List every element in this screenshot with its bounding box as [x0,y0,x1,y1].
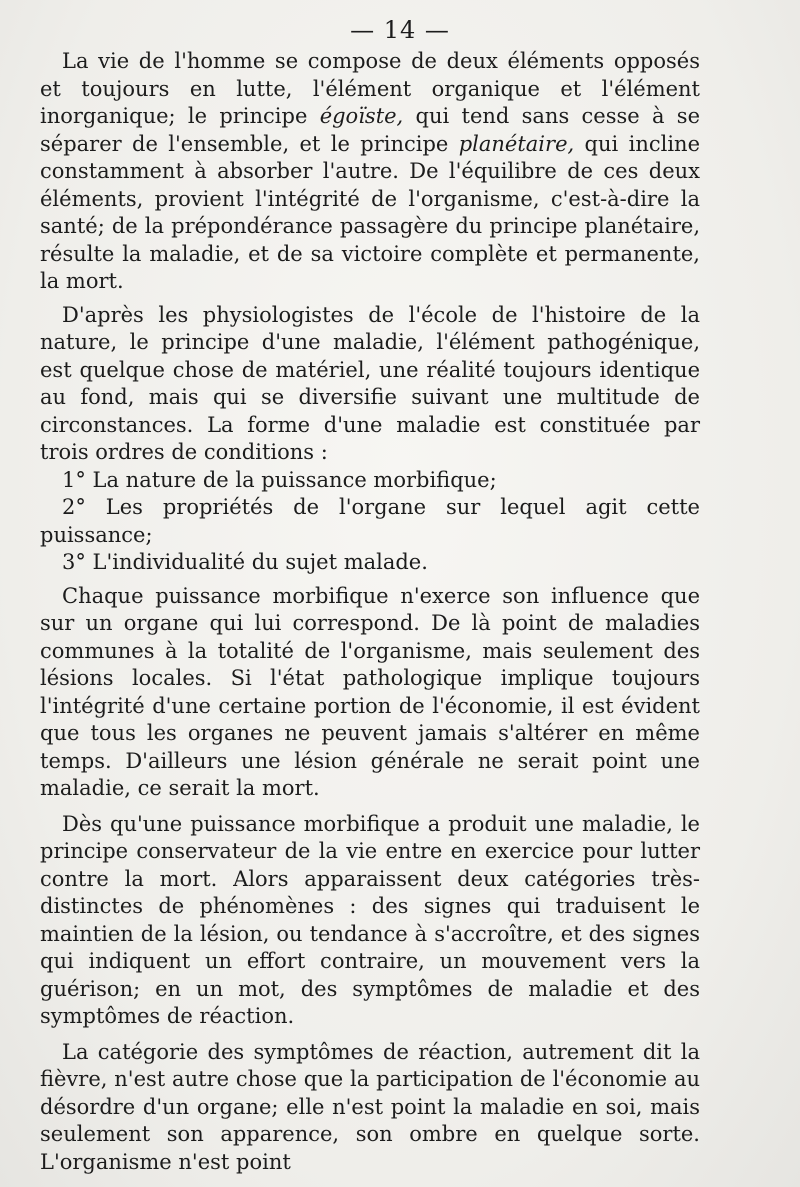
paragraph-1-text-start: La vie de l'homme se compose de deux éléments opposés et toujours en lutte, l'élément organique et l'élément inorganique; le principe [40,49,700,128]
body-text [40,48,700,1176]
list-item-2: 2° Les propriétés de l'organe sur lequel agit cette puissance; [40,495,700,547]
paragraph-vie-de-lhomme [40,48,700,296]
paragraph-1-text-middle: qui tend sans cesse à se séparer de l'ensemble, et le principe [40,104,700,156]
list-item-1: 1° La nature de la puissance morbifique; [62,467,497,492]
list-item-3: 3° L'individualité du sujet malade. [62,550,428,574]
page-number: — 14 — [350,16,450,44]
term-egoiste: égoïste, [319,104,404,128]
paragraph-puissance-morbifique: Chaque puissance morbifique n'exerce son influence que sur un organe qui lui correspond. De là point de maladies communes à la totalité de l'organisme, mais seulement des lésions locales. Si l'état pathologique implique toujours l'intégrité d'une certaine portion de l'économie, il est évident que tous les organes ne peuvent jamais s'altérer en même temps. D'ailleurs une lésion générale ne serait point une maladie, ce serait la mort. [40,583,700,800]
paragraph-symptomes-reaction: La catégorie des symptômes de réaction, autrement dit la fièvre, n'est autre chose que la participation de l'économie au désordre d'un organe; elle n'est point la maladie en soi, mais seulement son apparence, son ombre en quelque sorte. L'organisme n'est point [40,1039,700,1174]
paragraph-1-text-end: qui incline constamment à absorber l'autre. De l'équilibre de ces deux éléments, provient l'intégrité de l'organisme, c'est-à-dire la santé; de la prépondérance passagère du principe planétaire, résulte la maladie, et de sa victoire complète et permanente, la mort. [40,131,700,293]
paragraph-principe-conservateur: Dès qu'une puissance morbifique a produit une maladie, le principe conservateur de la vie entre en exercice pour lutter contre la mort. Alors apparaissent deux catégories très-distinctes de phénomènes : des signes qui traduisent le maintien de la lésion, ou tendance à s'accroître, et des signes qui indiquent un effort contraire, un mouvement vers la guérison; en un mot, des symptômes de maladie et des symptômes de réaction. [40,811,700,1028]
term-planetaire: planétaire, [458,131,575,156]
paragraph-physiologistes: D'après les physiologistes de l'école de l'histoire de la nature, le principe d'une maladie, l'élément pathogénique, est quelque chose de matériel, une réalité toujours identique au fond, mais qui se diversifie suivant une multitude de circonstances. La forme d'une maladie est constituée par trois ordres de conditions : [40,302,700,464]
